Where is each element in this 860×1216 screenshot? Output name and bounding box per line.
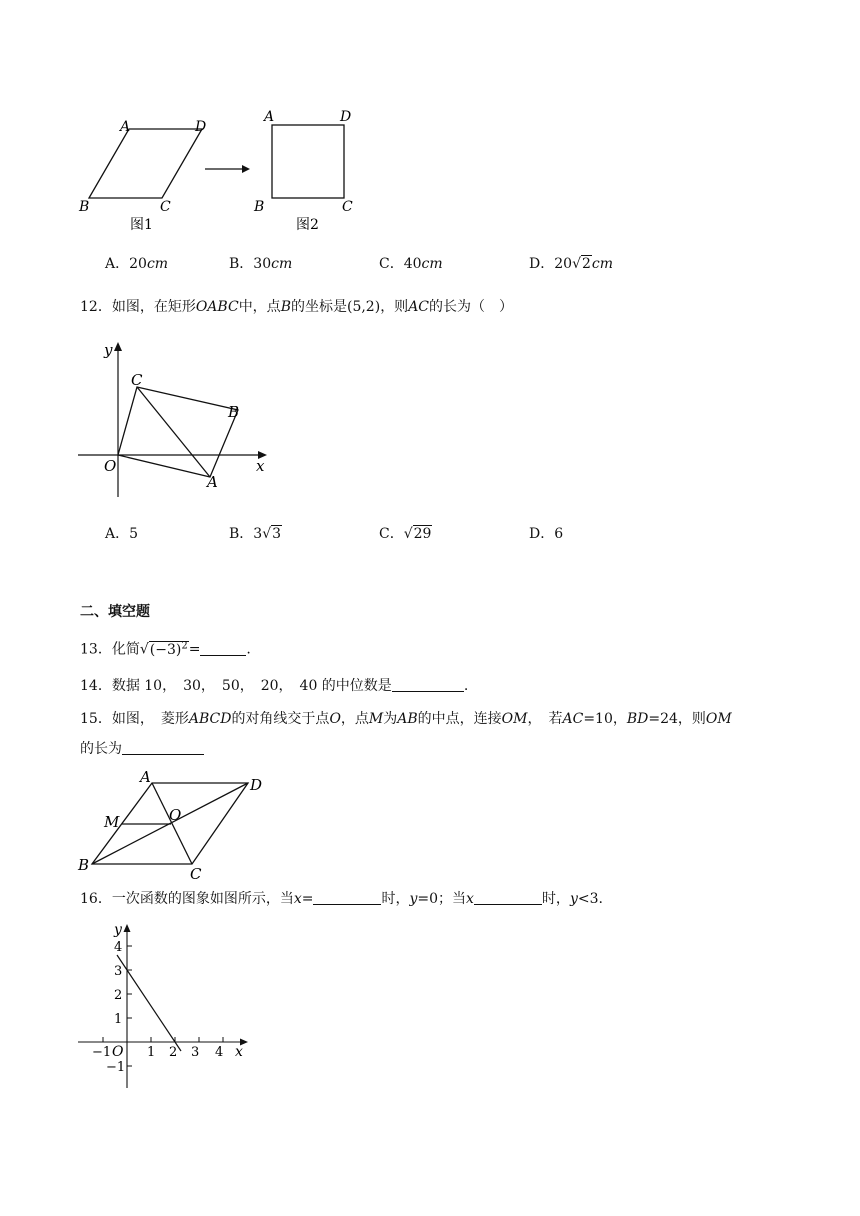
q12-option-b-sqrt: √3 [262, 526, 282, 542]
q11-option-b-letter: B． [229, 256, 254, 272]
q12-option-d-letter: D． [529, 526, 555, 542]
q16-stem [80, 890, 603, 908]
q11-option-b-unit: cm [271, 256, 293, 272]
q16-label-x3: 3 [191, 1045, 200, 1060]
q12-option-b-radicand: 3 [272, 526, 282, 542]
fig1-label-c: C [160, 199, 171, 215]
q16-label-y1: 1 [114, 1012, 123, 1027]
q14-number: 14． [80, 678, 112, 694]
q16-label-y2: 2 [114, 988, 123, 1003]
q12-number: 12． [80, 299, 112, 315]
q11-option-c [379, 255, 443, 273]
q11-option-a-value: 20 [129, 256, 147, 272]
q11-figure [70, 105, 370, 235]
q15-bd: BD [626, 711, 649, 727]
q11-option-a-letter: A． [105, 256, 130, 272]
fig1-label-a: A [120, 119, 131, 135]
q15-t1: 如图， 菱形 [111, 711, 189, 727]
q12-text-2: 中，点 [238, 299, 281, 315]
q12-seg: AC [408, 299, 430, 315]
q16-label-x: x [235, 1044, 243, 1060]
q15-label-m: M [104, 813, 120, 831]
q15-stem-line2 [80, 740, 204, 758]
q15-figure [70, 768, 280, 883]
q15-om2: OM [705, 711, 732, 727]
q12-option-b [229, 525, 282, 543]
q11-option-d-radicand: 2 [581, 256, 591, 272]
q13-number: 13． [80, 641, 112, 658]
fig2-label-d: D [340, 109, 352, 125]
q13-radicand: (−3) [149, 641, 182, 658]
q15-line2: 的长为 [80, 741, 122, 757]
q12-label-x: x [256, 457, 265, 475]
q16-y-arrow [124, 924, 131, 932]
q12-label-c: C [131, 371, 143, 389]
q11-option-b [229, 255, 292, 273]
q16-label-x4: 4 [215, 1045, 224, 1060]
q16-x2: x [466, 891, 474, 907]
q16-label-xneg1: −1 [92, 1045, 112, 1060]
q16-end: . [598, 891, 603, 907]
q11-option-d-coef: 20 [554, 256, 573, 272]
q11-option-d-unit: cm [591, 256, 614, 272]
q16-x1: x [293, 891, 302, 907]
q16-t4: 时， [541, 891, 570, 907]
q15-t2: 的对角线交于点 [231, 711, 330, 727]
q14-answer-blank[interactable] [392, 677, 464, 692]
q13-answer-blank[interactable] [200, 641, 246, 656]
q12-option-a-value: 5 [129, 526, 139, 542]
q15-stem-line1 [80, 710, 732, 728]
rhombus-shape [89, 129, 202, 198]
q16-y0: y [409, 891, 418, 907]
q11-option-c-letter: C． [379, 256, 404, 272]
q16-figure [70, 918, 270, 1098]
q12-point: B [280, 299, 291, 315]
q11-option-b-value: 30 [253, 256, 272, 272]
q14-end: . [463, 678, 469, 694]
q16-label-x1: 1 [147, 1045, 156, 1060]
q12-label-a: A [207, 473, 218, 491]
q12-option-a [105, 525, 138, 543]
q13-exponent: 2 [181, 640, 188, 651]
q12-option-b-letter: B． [229, 526, 254, 542]
q11-option-c-value: 40 [403, 256, 422, 272]
q15-label-c: C [190, 865, 202, 883]
q15-m: M [368, 711, 384, 727]
q16-y3: y [569, 891, 578, 907]
q12-option-b-coef: 3 [253, 526, 263, 542]
fig2-label-c: C [342, 199, 353, 215]
q15-t4: 为 [383, 711, 398, 727]
q16-label-o: O [112, 1044, 124, 1060]
q16-t3: ；当 [438, 891, 467, 907]
q16-number: 16． [80, 891, 112, 907]
q15-rhombus: ABCD [188, 711, 232, 727]
q12-coord: (5,2) [346, 299, 381, 315]
q12-text-3: 的坐标是 [290, 299, 347, 315]
q12-figure [70, 335, 290, 505]
transform-arrow-head [242, 165, 250, 173]
q11-option-a-unit: cm [146, 256, 169, 272]
q12-text-4: ，则 [380, 299, 409, 315]
q16-label-y4: 4 [114, 940, 123, 955]
q11-option-d-sqrt: √2 [572, 256, 591, 272]
q13-eq: = [188, 641, 201, 658]
q11-option-a [105, 255, 168, 273]
fig2-caption: 图2 [296, 217, 319, 233]
q13-radicand-box [149, 641, 189, 658]
q12-text-5: 的长为（ ） [429, 299, 514, 315]
q15-t6: ， 若 [527, 711, 563, 727]
q12-option-a-letter: A． [105, 526, 130, 542]
q16-t1: 一次函数的图象如图所示，当 [111, 891, 294, 907]
q16-label-yneg1: −1 [106, 1060, 126, 1075]
q11-option-d [529, 255, 613, 273]
q15-t5: 的中点，连接 [417, 711, 502, 727]
q12-y-arrow [114, 342, 122, 351]
q11-option-c-unit: cm [421, 256, 443, 272]
q13-stem: 13．化简$√(-3)^2=$ . [80, 637, 251, 659]
q16-answer-blank-1[interactable] [313, 890, 381, 905]
q15-ab: AB [397, 711, 418, 727]
q15-t8: ，则 [677, 711, 706, 727]
q16-answer-blank-2[interactable] [474, 890, 542, 905]
q16-y3-val: <3 [577, 891, 599, 907]
section-title: 二、填空题 [80, 604, 150, 620]
fig2-label-a: A [264, 109, 275, 125]
q12-option-c [379, 525, 432, 543]
square-shape [272, 125, 344, 198]
q11-option-d-letter: D． [529, 256, 555, 272]
q15-om: OM [501, 711, 528, 727]
q16-eq: = [301, 891, 314, 907]
q15-label-d: D [250, 776, 263, 794]
q12-rect: OABC [195, 299, 239, 315]
q15-ac-val: =10 [583, 711, 613, 727]
q15-number: 15． [80, 711, 112, 727]
q12-option-c-sqrt: √29 [403, 526, 432, 542]
q14-text: 数据 10， 30， 50， 20， 40 的中位数是 [111, 678, 392, 694]
fig1-caption: 图1 [130, 217, 153, 233]
q15-t3: ，点 [340, 711, 369, 727]
q15-ac: AC [562, 711, 584, 727]
q12-text-1: 如图，在矩形 [111, 299, 196, 315]
q12-option-c-radicand: 29 [413, 526, 432, 542]
q15-label-a: A [140, 768, 151, 786]
q16-t2: 时， [381, 891, 410, 907]
q16-label-y3: 3 [114, 964, 123, 979]
q13-sqrt: $√(-3)^2$ [139, 640, 188, 658]
q13-text: 化简 [111, 641, 140, 658]
q12-stem [80, 298, 513, 316]
q12-rectangle [118, 387, 238, 477]
q15-label-b: B [78, 856, 90, 874]
q12-option-c-letter: C． [379, 526, 404, 542]
q12-option-d-value: 6 [554, 526, 564, 542]
q16-label-x2: 2 [169, 1045, 178, 1060]
q15-label-o: O [169, 806, 182, 824]
q14-stem [80, 677, 468, 695]
q15-bd-val: =24 [648, 711, 678, 727]
q15-t7: ， [612, 711, 627, 727]
q12-label-y: y [104, 341, 113, 359]
fig2-label-b: B [254, 199, 265, 215]
fig1-label-b: B [79, 199, 90, 215]
q12-label-b: B [228, 403, 240, 421]
q15-answer-blank[interactable] [122, 740, 204, 755]
q16-y0-val: =0 [417, 891, 439, 907]
q16-label-y: y [114, 922, 122, 938]
q12-option-d [529, 525, 563, 543]
q15-o: O [329, 711, 341, 727]
q12-label-o: O [104, 457, 117, 475]
fig1-label-d: D [195, 119, 207, 135]
